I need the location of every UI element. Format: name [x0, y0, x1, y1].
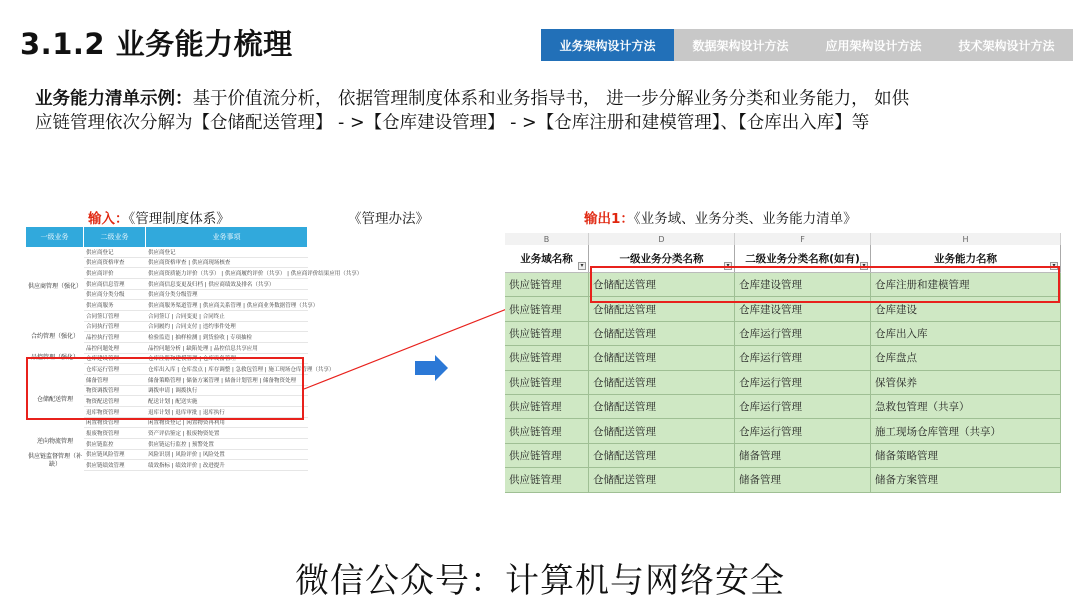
sheet-row: [505, 371, 1061, 395]
filter-dropdown-icon[interactable]: ▾: [1050, 262, 1058, 270]
sheet-cell-level1[interactable]: 仓储配送管理: [589, 419, 735, 442]
left-cell-items: 供应商分类分级管理: [148, 292, 198, 299]
left-header-items: 业务事项: [146, 227, 308, 247]
sheet-cell-level2[interactable]: 仓库建设管理: [735, 297, 871, 320]
description-line1: 基于价值流分析， 依据管理制度体系和业务指导书， 进一步分解业务分类和业务能力， 如供: [192, 89, 910, 109]
sheet-cell-level1[interactable]: 仓储配送管理: [589, 395, 735, 418]
left-cell-level2: 供应链监控: [86, 441, 114, 448]
input-label: 输入：: [88, 211, 129, 227]
sheet-row: [505, 468, 1061, 492]
left-cell-level2: 物资调拨管理: [86, 388, 120, 395]
left-cell-items: 检验监造 | 抽样检测 | 到货验收 | 专项抽检: [148, 335, 253, 342]
sheet-row: [505, 346, 1061, 370]
filter-dropdown-icon[interactable]: ▾: [724, 262, 732, 270]
left-cell-level2: 储备管理: [86, 377, 109, 384]
sheet-cell-capability[interactable]: 仓库注册和建模管理: [871, 273, 1061, 296]
left-category: 逆向物流管理: [36, 438, 73, 445]
sheet-cell-level1[interactable]: 仓储配送管理: [589, 273, 735, 296]
page-title: 3.1.2 业务能力梳理: [20, 27, 293, 61]
left-cell-items: 调拨申请 | 调拨执行: [148, 388, 198, 395]
sheet-header-domain: 业务域名称 ▾: [505, 245, 589, 272]
left-cell-level2: 供应商资格审查: [86, 260, 125, 267]
sheet-cell-capability[interactable]: 急救包管理（共享）: [871, 395, 1061, 418]
left-category: 供应商管理（强化）: [27, 283, 82, 290]
left-category: 供应链监督管理（补缺）: [27, 453, 82, 468]
left-category: 仓储配送管理: [36, 396, 73, 403]
left-cell-level2: 退库物资管理: [86, 409, 120, 416]
sheet-cell-level2[interactable]: 仓库运行管理: [735, 419, 871, 442]
left-cell-level2: 报废物资管理: [86, 431, 120, 438]
left-category: 合约管理（强化）: [30, 333, 79, 340]
left-cell-items: 供应链运行监控 | 预警处置: [148, 441, 214, 448]
sheet-cell-level1[interactable]: 仓储配送管理: [589, 468, 735, 491]
sheet-cell-level2[interactable]: 仓库运行管理: [735, 346, 871, 369]
left-cell-items: 供应商资质能力评价（共享） | 供应商履约评价（共享） | 供应商评价结果应用（共享）: [148, 271, 363, 278]
left-cell-items: 资产评估鉴定 | 报废物资处置: [148, 431, 220, 438]
input-text: 《管理制度体系》: [128, 211, 230, 227]
sheet-cell-level2[interactable]: 仓库运行管理: [735, 371, 871, 394]
left-cell-level2: 合同签订管理: [86, 313, 120, 320]
sheet-cell-capability[interactable]: 仓库建设: [871, 297, 1061, 320]
filter-dropdown-icon[interactable]: ▾: [860, 262, 868, 270]
sheet-cell-level2[interactable]: 仓库运行管理: [735, 395, 871, 418]
sheet-cell-capability[interactable]: 储备方案管理: [871, 468, 1061, 491]
sheet-row: [505, 419, 1061, 443]
left-cell-level2: 仓库运行管理: [86, 367, 120, 374]
sheet-body: [505, 273, 1061, 493]
sheet-cell-capability[interactable]: 仓库盘点: [871, 346, 1061, 369]
left-cell-level2: 供应链风险管理: [86, 452, 125, 459]
col-letter: B: [505, 233, 589, 245]
left-category: 品控管理（强化）: [30, 354, 79, 361]
output-label: 输出1：: [584, 211, 634, 227]
sheet-cell-level2[interactable]: 储备管理: [735, 468, 871, 491]
left-cell-items: 供应商信息变更及归档 | 供应商绩效及排名（共享）: [148, 281, 275, 288]
tab-technology-architecture[interactable]: 技术架构设计方法: [940, 29, 1073, 61]
left-cell-items: 绩效指标 | 绩效评价 | 改进提升: [148, 463, 225, 470]
left-cell-level2: 品控问题处理: [86, 345, 120, 352]
sheet-cell-domain[interactable]: 供应链管理: [505, 419, 589, 442]
output-highlight-box: [590, 266, 1060, 303]
sheet-cell-capability[interactable]: 保管保养: [871, 371, 1061, 394]
left-cell-level2: 品控执行管理: [86, 335, 120, 342]
left-cell-items: 供应商资格审查 | 供应商现场核查: [148, 260, 231, 267]
sheet-cell-level1[interactable]: 仓储配送管理: [589, 322, 735, 345]
sheet-row: [505, 322, 1061, 346]
col-letter: F: [735, 233, 871, 245]
sheet-cell-level1[interactable]: 仓储配送管理: [589, 444, 735, 467]
sheet-cell-domain[interactable]: 供应链管理: [505, 468, 589, 491]
sheet-cell-level1[interactable]: 仓储配送管理: [589, 346, 735, 369]
left-cell-level2: 供应商分类分级: [86, 292, 125, 299]
sheet-cell-domain[interactable]: 供应链管理: [505, 371, 589, 394]
left-cell-level2: 供应链绩效管理: [86, 463, 125, 470]
left-cell-items: 闲置物资登记 | 闲置物资再利用: [148, 420, 225, 427]
left-cell-level2: 供应商信息管理: [86, 281, 125, 288]
left-cell-items: 配送计划 | 配送实施: [148, 399, 198, 406]
sheet-header-capability: 业务能力名称 ▾: [871, 245, 1061, 272]
sheet-header-level2: 二级业务分类名称(如有) ▾: [735, 245, 871, 272]
left-cell-items: 合同签订 | 合同变更 | 合同终止: [148, 313, 225, 320]
sheet-cell-capability[interactable]: 仓库出入库: [871, 322, 1061, 345]
left-cell-items: 品控问题分析 | 缺陷处理 | 品控信息共享应用: [148, 345, 258, 352]
sheet-cell-capability[interactable]: 储备策略管理: [871, 444, 1061, 467]
left-cell-level2: 物资配送管理: [86, 399, 120, 406]
sheet-row: [505, 395, 1061, 419]
sheet-cell-level2[interactable]: 储备管理: [735, 444, 871, 467]
left-cell-level2: 供应商登记: [86, 249, 114, 256]
left-cell-level2: 供应商评价: [86, 271, 114, 278]
sheet-cell-domain[interactable]: 供应链管理: [505, 444, 589, 467]
left-cell-items: 退库计划 | 退库审批 | 退库执行: [148, 409, 225, 416]
left-cell-items: 供应商服务渠道管理 | 供应商关系管理 | 供应商业务数据管理（共享）: [148, 303, 319, 310]
sheet-cell-domain[interactable]: 供应链管理: [505, 297, 589, 320]
footer-watermark: 微信公众号：计算机与网络安全: [295, 561, 785, 601]
left-header-level2: 二级业务: [84, 227, 146, 247]
arrow-right-icon: [415, 355, 448, 381]
left-cell-level2: 合同执行管理: [86, 324, 120, 331]
tab-business-architecture[interactable]: 业务架构设计方法: [541, 29, 674, 61]
sheet-cell-level2[interactable]: 仓库运行管理: [735, 322, 871, 345]
left-cell-items: 合同履约 | 合同支付 | 违约事件处理: [148, 324, 236, 331]
tab-data-architecture[interactable]: 数据架构设计方法: [674, 29, 807, 61]
left-cell-items: 风险识别 | 风险评价 | 风险处置: [148, 452, 225, 459]
sheet-cell-domain[interactable]: 供应链管理: [505, 395, 589, 418]
sheet-column-letters: [505, 233, 1061, 245]
left-cell-level2: 供应商服务: [86, 303, 114, 310]
output-text: 《业务域、业务分类、业务能力清单》: [633, 211, 857, 227]
sheet-cell-level2[interactable]: 仓库建设管理: [735, 273, 871, 296]
left-cell-level2: 仓库建设管理: [86, 356, 120, 363]
filter-dropdown-icon[interactable]: ▾: [578, 262, 586, 270]
sheet-cell-level1[interactable]: 仓储配送管理: [589, 297, 735, 320]
tab-application-architecture[interactable]: 应用架构设计方法: [807, 29, 940, 61]
sheet-cell-domain[interactable]: 供应链管理: [505, 346, 589, 369]
left-cell-items: 供应商登记: [148, 249, 176, 256]
sheet-cell-level1[interactable]: 仓储配送管理: [589, 371, 735, 394]
description-line2: 应链管理依次分解为【仓储配送管理】 - >【仓库建设管理】 - >【仓库注册和建模管理】、【仓库出入库】等: [35, 113, 870, 133]
sheet-cell-domain[interactable]: 供应链管理: [505, 273, 589, 296]
col-letter: D: [589, 233, 735, 245]
left-header-level1: 一级业务: [26, 227, 84, 247]
description-lead: 业务能力清单示例：: [35, 89, 193, 109]
left-cell-level2: 闲置物资管理: [86, 420, 120, 427]
left-cell-items: 仓库注册和建模管理 | 仓库设备管理: [148, 356, 236, 363]
input-caption-2: 《管理办法》: [348, 211, 429, 227]
sheet-header-level1: 一级业务分类名称 ▾: [589, 245, 735, 272]
col-letter: H: [871, 233, 1061, 245]
left-cell-items: 仓库出入库 | 仓库盘点 | 库存调整 | 急救包管理 | 施工现场仓库管理（共享）: [148, 367, 335, 374]
sheet-cell-capability[interactable]: 施工现场仓库管理（共享）: [871, 419, 1061, 442]
left-cell-items: 储备策略管理 | 储备方案管理 | 储备计划管理 | 储备物资处理: [148, 377, 297, 384]
sheet-cell-domain[interactable]: 供应链管理: [505, 322, 589, 345]
sheet-row: [505, 444, 1061, 468]
